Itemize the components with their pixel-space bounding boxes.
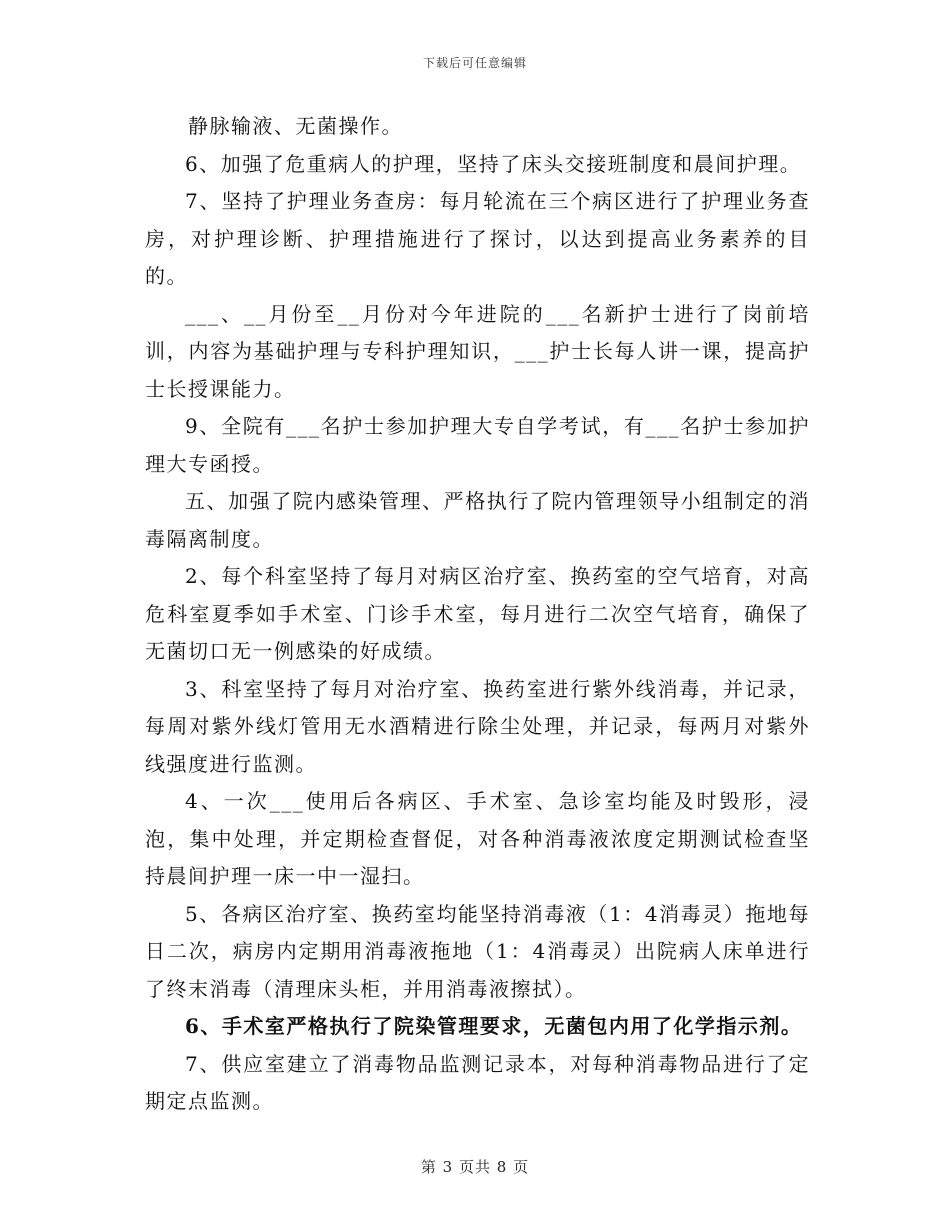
paragraph-item-8: ___、__月份至__月份对今年进院的___名新护士进行了岗前培训，内容为基础护理与专科护理知识，___护士长每人讲一课，提高护士长授课能力。 (145, 301, 810, 401)
paragraph-item-2: 2、每个科室坚持了每月对病区治疗室、换药室的空气培育，对高危科室夏季如手术室、门诊手术室，每月进行二次空气培育，确保了无菌切口无一例感染的好成绩。 (145, 564, 810, 663)
page-header: 下载后可任意编辑 (422, 56, 527, 70)
paragraph-item-5: 5、各病区治疗室、换药室均能坚持消毒液（1：4消毒灵）拖地每日二次，病房内定期用消毒液拖地（1：4消毒灵）出院病人床单进行了终末消毒（清理床头柜，并用消毒液擦拭）。 (145, 901, 810, 1001)
paragraph-continuation: 静脉输液、无菌操作。 (188, 114, 403, 138)
paragraph-item-9: 9、全院有___名护士参加护理大专自学考试，有___名护士参加护理大专函授。 (145, 414, 810, 476)
paragraph-section-5: 五、加强了院内感染管理、严格执行了院内管理领导小组制定的消毒隔离制度。 (145, 489, 810, 551)
page-footer: 第 3 页共 8 页 (420, 1158, 530, 1176)
paragraph-item-3: 3、科室坚持了每月对治疗室、换药室进行紫外线消毒，并记录，每周对紫外线灯管用无水酒精进行除尘处理，并记录，每两月对紫外线强度进行监测。 (145, 676, 810, 776)
paragraph-item-7: 7、坚持了护理业务查房：每月轮流在三个病区进行了护理业务查房，对护理诊断、护理措施进行了探讨，以达到提高业务素养的目的。 (145, 189, 810, 288)
paragraph-item-4: 4、一次___使用后各病区、手术室、急诊室均能及时毁形，浸泡，集中处理，并定期检查督促，对各种消毒液浓度定期测试检查坚持晨间护理一床一中一湿扫。 (145, 789, 810, 888)
paragraph-item-6: 6、加强了危重病人的护理，坚持了床头交接班制度和晨间护理。 (185, 151, 802, 176)
paragraph-item-6-bold: 6、手术室严格执行了院染管理要求，无菌包内用了化学指示剂。 (185, 1014, 803, 1038)
document-body (145, 108, 810, 1121)
paragraph-item-7b: 7、供应室建立了消毒物品监测记录本，对每种消毒物品进行了定期定点监测。 (145, 1051, 810, 1113)
